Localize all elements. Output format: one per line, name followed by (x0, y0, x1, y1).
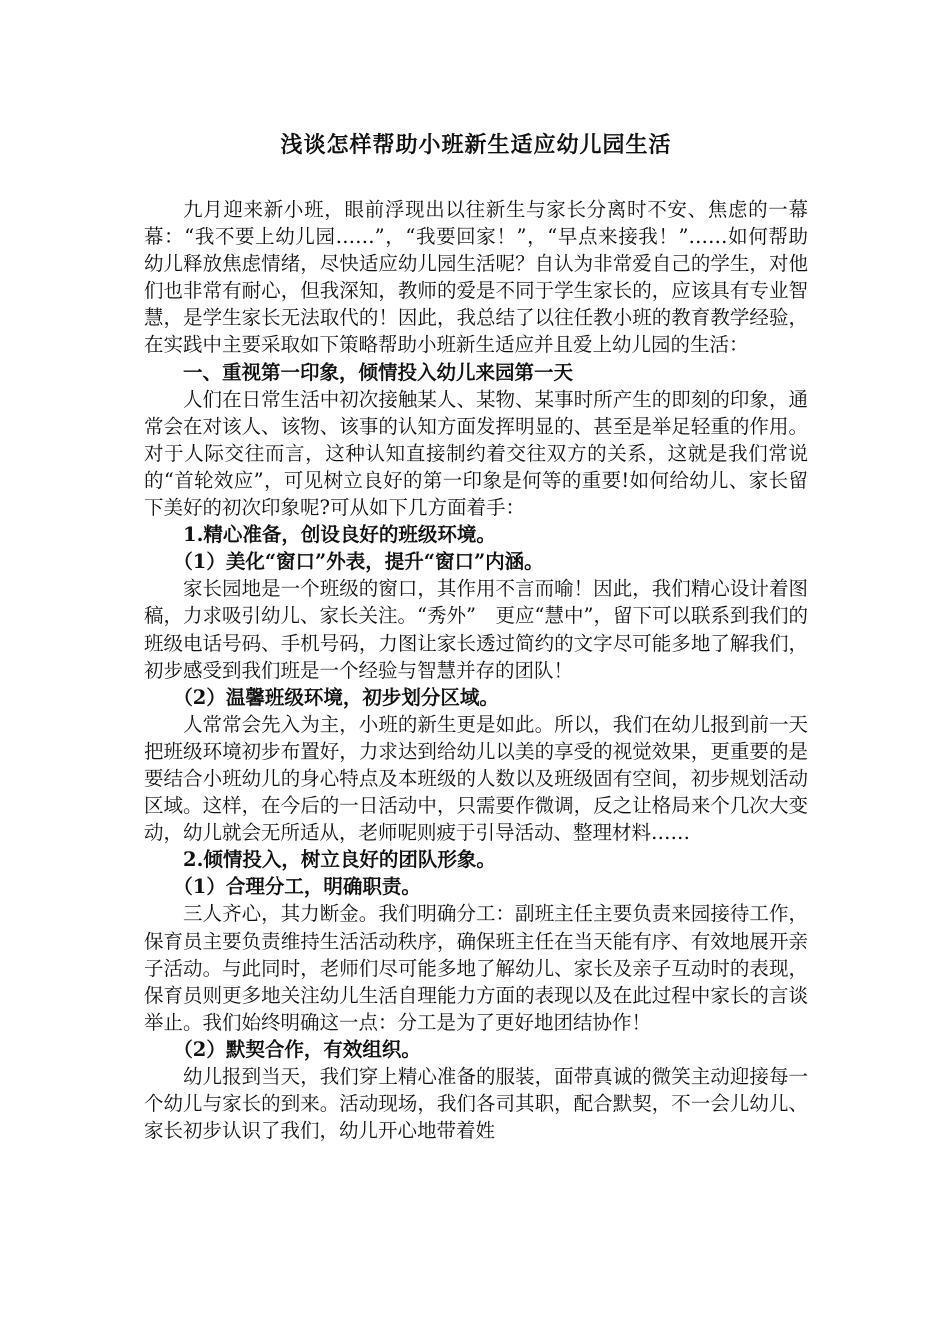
paragraph-cooperation: 幼儿报到当天，我们穿上精心准备的服装，面带真诚的微笑主动迎接每一个幼儿与家长的到来。活动现场，我们各司其职，配合默契，不一会儿幼儿、家长初步认识了我们，幼儿开心地带着姓 (144, 1065, 808, 1143)
subheading-2: 2.倾情投入，树立良好的团队形象。 (183, 848, 496, 872)
paragraph-first-impression: 人们在日常生活中初次接触某人、某物、某事时所产生的即刻的印象，通常会在对该人、该物、该事的认知方面发挥明显的、甚至是举足轻重的作用。对于人际交往而言，这种认知直接制约着交往双方的关系，这就是我们常说的“首轮效应”，可见树立良好的第一印象是何等的重要!如何给幼儿、家长留下美好的初次印象呢?可从如下几方面着手： (144, 387, 808, 520)
subheading-1: 1.精心准备，创设良好的班级环境。 (183, 523, 496, 547)
subheading-2-2: （2）默契合作，有效组织。 (173, 1037, 421, 1061)
document-body (144, 196, 808, 1144)
subheading-2-1: （1）合理分工，明确职责。 (173, 875, 421, 899)
subheading-1-2: （2）温馨班级环境，初步划分区域。 (173, 685, 499, 709)
paragraph-division-of-labor: 三人齐心，其力断金。我们明确分工：副班主任主要负责来园接待工作，保育员主要负责维持生活活动秩序，确保班主任在当天能有序、有效地展开亲子活动。与此同时，老师们尽可能多地了解幼儿、家长及亲子互动时的表现，保育员则更多地关注幼儿生活自理能力方面的表现以及在此过程中家长的言谈举止。我们始终明确这一点：分工是为了更好地团结协作！ (144, 902, 808, 1034)
paragraph-environment: 人常常会先入为主，小班的新生更是如此。所以，我们在幼儿报到前一天把班级环境初步布置好，力求达到给幼儿以美的享受的视觉效果，更重要的是要结合小班幼儿的身心特点及本班级的人数以及班级固有空间，初步规划活动区域。这样，在今后的一日活动中，只需要作微调，反之让格局来个几次大变动，幼儿就会无所适从，老师呢则疲于引导活动、整理材料…… (144, 712, 808, 845)
paragraph-intro: 九月迎来新小班，眼前浮现出以往新生与家长分离时不安、焦虑的一幕幕：“我不要上幼儿园……”，“我要回家！”，“早点来接我！”……如何帮助幼儿释放焦虑情绪，尽快适应幼儿园生活呢？自认为非常爱自己的学生，对他们也非常有耐心，但我深知，教师的爱是不同于学生家长的，应该具有专业智慧，是学生家长无法取代的！因此，我总结了以往任教小班的教育教学经验，在实践中主要采取如下策略帮助小班新生适应并且爱上幼儿园的生活： (144, 198, 808, 357)
section-heading-1: 一、重视第一印象，倾情投入幼儿来园第一天 (183, 360, 574, 384)
paragraph-window: 家长园地是一个班级的窗口，其作用不言而喻！因此，我们精心设计着图稿，力求吸引幼儿、家长关注。“秀外” 更应“慧中”，留下可以联系到我们的班级电话号码、手机号码，力图让家长透过简约的文字尽可能多地了解我们，初步感受到我们班是一个经验与智慧并存的团队！ (144, 577, 808, 682)
document-title: 浅谈怎样帮助小班新生适应幼儿园生活 (280, 132, 672, 158)
subheading-1-1: （1）美化“窗口”外表，提升“窗口”内涵。 (173, 550, 544, 574)
